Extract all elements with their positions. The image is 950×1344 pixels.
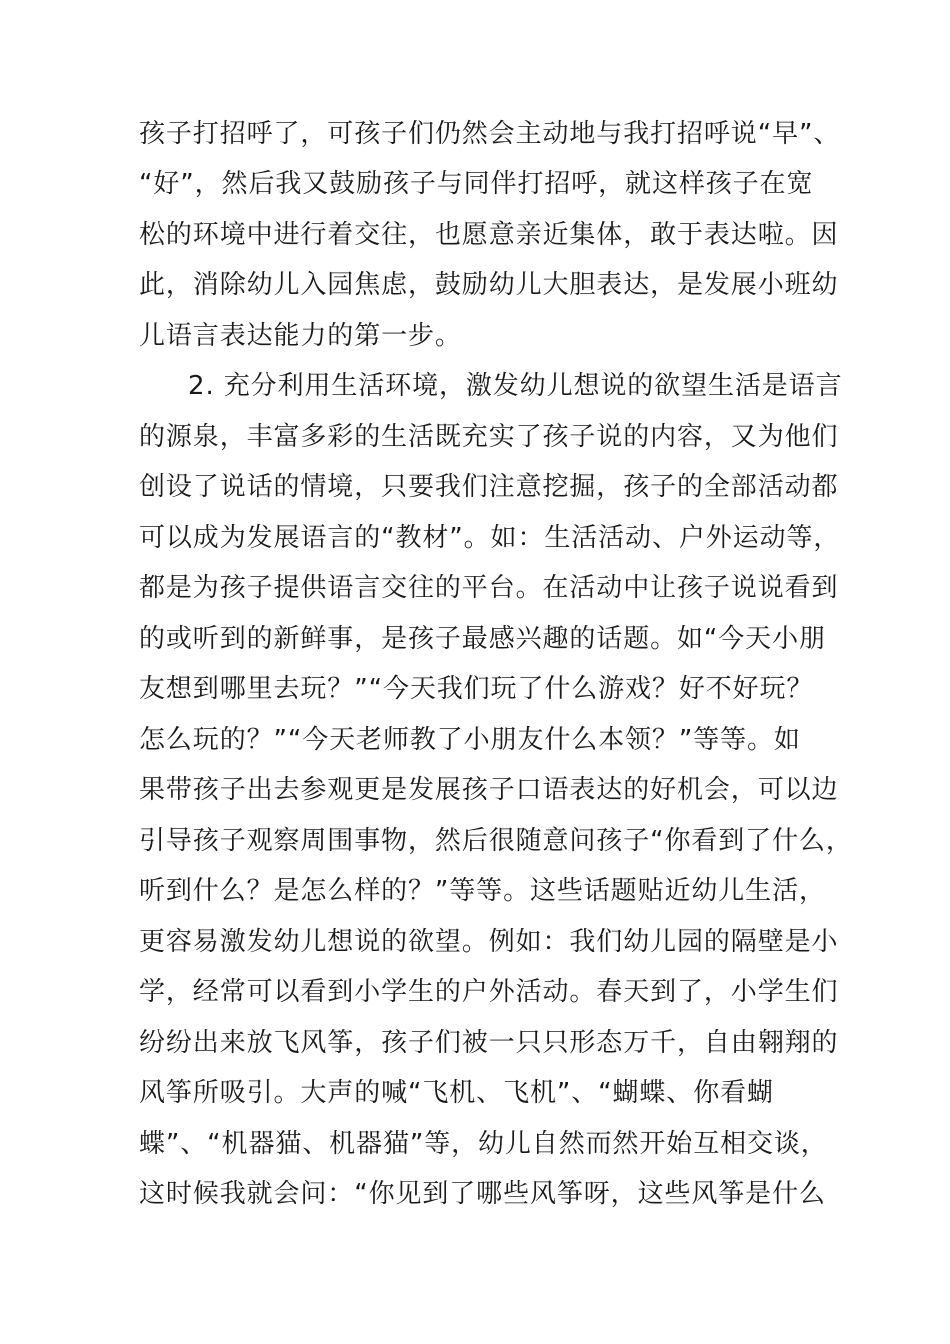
- body-text-line: 的源泉，丰富多彩的生活既充实了孩子说的内容，又为他们: [139, 422, 839, 452]
- body-text-line: 友想到哪里去玩？”“今天我们玩了什么游戏？好不好玩？: [139, 674, 814, 704]
- body-text-line: “好”，然后我又鼓励孩子与同伴打招呼，就这样孩子在宽: [139, 169, 814, 199]
- body-text-line: 的或听到的新鲜事，是孩子最感兴趣的话题。如“今天小朋: [139, 624, 826, 654]
- body-text-line: 孩子打招呼了，可孩子们仍然会主动地与我打招呼说“早”、: [139, 119, 841, 149]
- body-text-line: 松的环境中进行着交往，也愿意亲近集体，敢于表达啦。因: [139, 220, 839, 250]
- body-text-line: 儿语言表达能力的第一步。: [139, 321, 462, 351]
- body-text-line: 这时候我就会问：“你见到了哪些风筝呀，这些风筝是什么: [139, 1179, 826, 1209]
- body-text-line: 引导孩子观察周围事物，然后很随意问孩子“你看到了什么，: [139, 826, 853, 856]
- body-text-line: 蝶”、“机器猫、机器猫”等，幼儿自然而然开始互相交谈，: [139, 1129, 828, 1159]
- body-text-line: 创设了说话的情境，只要我们注意挖掘，孩子的全部活动都: [139, 472, 839, 502]
- paragraph-heading-line: 2. 充分利用生活环境，激发幼儿想说的欲望生活是语言: [188, 371, 843, 401]
- body-text-line: 果带孩子出去参观更是发展孩子口语表达的好机会，可以边: [139, 775, 839, 805]
- body-text-line: 更容易激发幼儿想说的欲望。例如：我们幼儿园的隔壁是小: [139, 927, 839, 957]
- body-text-line: 可以成为发展语言的“教材”。如：生活活动、户外运动等，: [139, 523, 841, 553]
- body-text-line: 纷纷出来放飞风筝，孩子们被一只只形态万千，自由翱翔的: [139, 1028, 839, 1058]
- body-text-line: 怎么玩的？”“今天老师教了小朋友什么本领？”等等。如: [139, 725, 801, 755]
- body-text-line: 听到什么？是怎么样的？”等等。这些话题贴近幼儿生活，: [139, 876, 826, 906]
- body-text-line: 风筝所吸引。大声的喊“飞机、飞机”、“蝴蝶、你看蝴: [139, 1078, 774, 1108]
- body-text-line: 此，消除幼儿入园焦虑，鼓励幼儿大胆表达，是发展小班幼: [139, 270, 839, 300]
- body-text-line: 学，经常可以看到小学生的户外活动。春天到了，小学生们: [139, 977, 839, 1007]
- body-text-line: 都是为孩子提供语言交往的平台。在活动中让孩子说说看到: [139, 573, 839, 603]
